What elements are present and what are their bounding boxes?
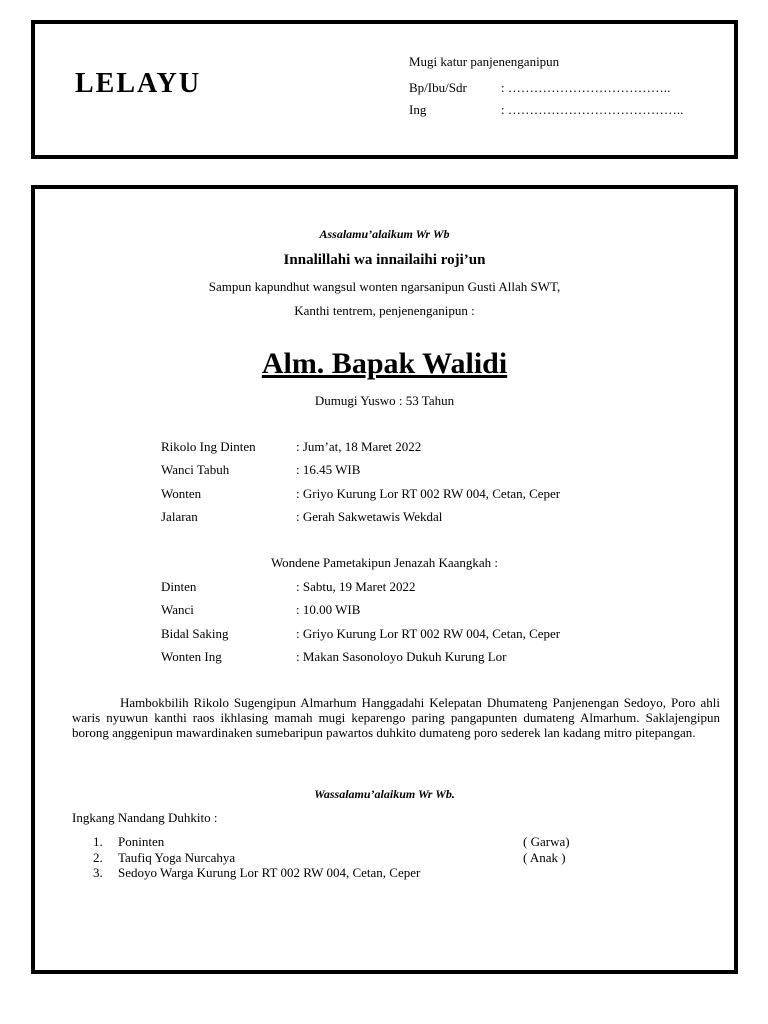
funeral-heading: Wondene Pametakipun Jenazah Kaangkah : <box>270 555 499 570</box>
apology-paragraph: Hambokbilih Rikolo Sugengipun Almarhum Hanggadahi Kelepatan Dhumateng Panjenengan Sedoyo, Poro ahli waris nyuwun kanthi raos ikhlasing mamah mugi keparengo paring pangapunten dumateng Almarhum. Saklajengipun borong anggenipun mawardinaken sumebaripun pawartos duhkito dumateng poro sederek lan kadang mitro pitepangan. <box>72 695 720 740</box>
death-notice-box <box>31 185 738 974</box>
announcement-line-2: Kanthi tentrem, penjenenganipun : <box>294 303 475 318</box>
recipient-name-row <box>409 80 670 96</box>
family-list-item <box>93 850 566 866</box>
detail-key: Wonten Ing <box>161 649 222 664</box>
recipient-name-label: Bp/Ibu/Sdr <box>409 80 467 95</box>
death-detail-row <box>161 439 421 455</box>
recipient-place-row <box>409 102 683 118</box>
deceased-age: Dumugi Yuswo : 53 Tahun <box>314 393 455 408</box>
document-title: LELAYU <box>75 68 202 99</box>
closing-greeting: Wassalamu’alaikum Wr Wb. <box>314 787 455 801</box>
item-number: 1. <box>93 834 103 849</box>
death-detail-row <box>161 462 360 478</box>
detail-value: : Jum’at, 18 Maret 2022 <box>296 439 422 454</box>
funeral-detail-row <box>161 626 560 642</box>
family-list-item <box>93 834 570 850</box>
family-member-name: Taufiq Yoga Nurcahya <box>118 850 236 865</box>
detail-value: : Griyo Kurung Lor RT 002 RW 004, Cetan, Ceper <box>296 486 561 501</box>
deceased-name: Alm. Bapak Walidi <box>261 347 508 380</box>
detail-value: : Makan Sasonoloyo Dukuh Kurung Lor <box>296 649 507 664</box>
family-list-item <box>93 865 420 881</box>
recipient-name-blank: : ……………………………….. <box>501 80 671 95</box>
detail-key: Jalaran <box>161 509 198 524</box>
recipient-place-label: Ing <box>409 102 427 117</box>
item-number: 2. <box>93 850 103 865</box>
detail-key: Wanci <box>161 602 194 617</box>
detail-value: : Sabtu, 19 Maret 2022 <box>296 579 416 594</box>
detail-key: Dinten <box>161 579 197 594</box>
detail-key: Wanci Tabuh <box>161 462 230 477</box>
announcement-line-1: Sampun kapundhut wangsul wonten ngarsanipun Gusti Allah SWT, <box>208 279 561 294</box>
detail-key: Rikolo Ing Dinten <box>161 439 256 454</box>
detail-key: Bidal Saking <box>161 626 229 641</box>
death-detail-row <box>161 486 560 502</box>
family-member-name: Sedoyo Warga Kurung Lor RT 002 RW 004, Cetan, Ceper <box>118 865 421 880</box>
recipient-place-blank: : ………………………………….. <box>501 102 684 117</box>
family-relation: ( Anak ) <box>523 850 566 865</box>
family-heading: Ingkang Nandang Duhkito : <box>72 810 218 825</box>
detail-value: : 16.45 WIB <box>296 462 361 477</box>
funeral-detail-row <box>161 602 360 618</box>
item-number: 3. <box>93 865 103 880</box>
innalillahi-heading: Innalillahi wa innailaihi roji’un <box>283 252 486 268</box>
family-member-name: Poninten <box>118 834 165 849</box>
recipient-intro: Mugi katur panjenenganipun <box>409 54 560 69</box>
detail-value: : 10.00 WIB <box>296 602 361 617</box>
detail-value: : Gerah Sakwetawis Wekdal <box>296 509 443 524</box>
detail-value: : Griyo Kurung Lor RT 002 RW 004, Cetan, Ceper <box>296 626 561 641</box>
funeral-detail-row <box>161 649 507 665</box>
detail-key: Wonten <box>161 486 202 501</box>
funeral-detail-row <box>161 579 416 595</box>
recipient-box <box>31 20 738 159</box>
death-detail-row <box>161 509 442 525</box>
opening-greeting: Assalamu’alaikum Wr Wb <box>319 227 450 241</box>
family-relation: ( Garwa) <box>523 834 570 849</box>
